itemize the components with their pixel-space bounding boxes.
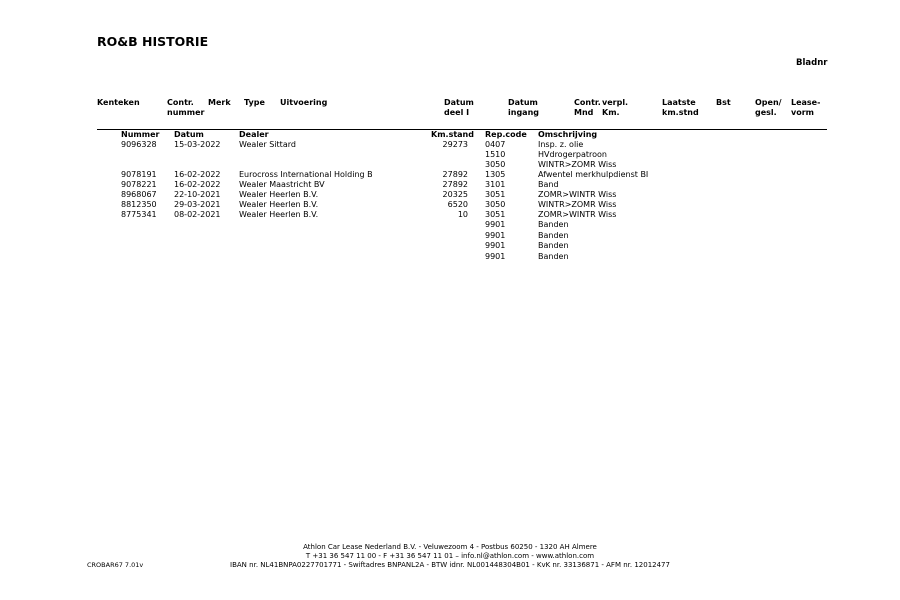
table-row [0, 180, 900, 190]
header-type: Type [244, 98, 265, 107]
cell-dealer: Wealer Heerlen B.V. [239, 200, 319, 209]
header-datum-ingang: Datum ingang [508, 98, 539, 117]
header-contr-mnd: Contr. Mnd [574, 98, 601, 117]
header-lease-vorm: Lease- vorm [791, 98, 821, 117]
header-laatste-kmstnd: Laatste km.stnd [662, 98, 699, 117]
header-bst: Bst [716, 98, 731, 107]
cell-kmstand: 10 [457, 210, 468, 219]
cell-kmstand: 6520 [447, 200, 468, 209]
table-row [0, 190, 900, 200]
cell-kmstand: 27892 [442, 170, 468, 179]
table-row [0, 220, 900, 230]
cell-repcode: 9901 [485, 231, 506, 240]
cell-omschrijving: Insp. z. olie [538, 140, 584, 149]
subheader-datum: Datum [174, 130, 204, 139]
cell-kmstand: 29273 [442, 140, 468, 149]
cell-omschrijving: Banden [538, 241, 569, 250]
cell-repcode: 3051 [485, 210, 506, 219]
cell-kmstand: 27892 [442, 180, 468, 189]
header-open-gesl: Open/ gesl. [755, 98, 782, 117]
cell-omschrijving: Afwentel merkhulpdienst BI [538, 170, 649, 179]
header-kenteken: Kenteken [97, 98, 140, 107]
cell-omschrijving: Banden [538, 220, 569, 229]
cell-dealer: Eurocross International Holding B [239, 170, 373, 179]
header-datum-deel1: Datum deel I [444, 98, 474, 117]
subheader-kmstand: Km.stand [431, 130, 474, 139]
table-row [0, 150, 900, 160]
cell-dealer: Wealer Heerlen B.V. [239, 210, 319, 219]
cell-datum: 22-10-2021 [174, 190, 221, 199]
table-row [0, 200, 900, 210]
cell-repcode: 0407 [485, 140, 506, 149]
table-row [0, 210, 900, 220]
page-title: RO&B HISTORIE [97, 34, 209, 49]
footer-registration: IBAN nr. NL41BNPA0227701771 - Swiftadres BNPANL2A - BTW idnr. NL001448304B01 - KvK nr. 33136871 - AFM nr. 12012477 [230, 561, 670, 569]
cell-repcode: 3101 [485, 180, 506, 189]
subheader-nummer: Nummer [121, 130, 160, 139]
table-row [0, 170, 900, 180]
cell-omschrijving: ZOMR>WINTR Wiss [538, 210, 617, 219]
table-row [0, 241, 900, 251]
cell-datum: 15-03-2022 [174, 140, 221, 149]
cell-repcode: 3050 [485, 160, 506, 169]
header-merk: Merk [208, 98, 231, 107]
cell-omschrijving: Banden [538, 252, 569, 261]
header-uitvoering: Uitvoering [280, 98, 328, 107]
footer-contact: T +31 36 547 11 00 - F +31 36 547 11 01 – info.nl@athlon.com - www.athlon.com [305, 552, 595, 560]
cell-repcode: 9901 [485, 220, 506, 229]
cell-omschrijving: HVdrogerpatroon [538, 150, 607, 159]
cell-nummer: 8775341 [121, 210, 157, 219]
cell-omschrijving: WINTR>ZOMR Wiss [538, 200, 617, 209]
cell-datum: 29-03-2021 [174, 200, 221, 209]
cell-repcode: 1305 [485, 170, 506, 179]
subheader-repcode: Rep.code [485, 130, 527, 139]
page-number-label: Bladnr [796, 58, 828, 68]
cell-datum: 16-02-2022 [174, 180, 221, 189]
cell-dealer: Wealer Maastricht BV [239, 180, 325, 189]
table-row [0, 252, 900, 262]
cell-dealer: Wealer Sittard [239, 140, 296, 149]
cell-nummer: 8812350 [121, 200, 157, 209]
cell-omschrijving: ZOMR>WINTR Wiss [538, 190, 617, 199]
cell-omschrijving: WINTR>ZOMR Wiss [538, 160, 617, 169]
cell-kmstand: 20325 [442, 190, 468, 199]
footer-address: Athlon Car Lease Nederland B.V. - Veluwezoom 4 - Postbus 60250 - 1320 AH Almere [303, 543, 597, 551]
table-row [0, 140, 900, 150]
cell-datum: 16-02-2022 [174, 170, 221, 179]
cell-nummer: 9078221 [121, 180, 157, 189]
cell-repcode: 3051 [485, 190, 506, 199]
cell-repcode: 1510 [485, 150, 506, 159]
table-row [0, 160, 900, 170]
header-contr-nummer: Contr. nummer [167, 98, 205, 117]
cell-dealer: Wealer Heerlen B.V. [239, 190, 319, 199]
cell-repcode: 9901 [485, 241, 506, 250]
form-code: CROBAR67 7.01v [87, 561, 144, 569]
table-row [0, 231, 900, 241]
header-verpl-km: verpl. Km. [602, 98, 629, 117]
cell-omschrijving: Band [538, 180, 559, 189]
subheader-dealer: Dealer [239, 130, 269, 139]
cell-repcode: 3050 [485, 200, 506, 209]
cell-nummer: 9096328 [121, 140, 157, 149]
cell-nummer: 8968067 [121, 190, 157, 199]
cell-repcode: 9901 [485, 252, 506, 261]
cell-nummer: 9078191 [121, 170, 157, 179]
cell-datum: 08-02-2021 [174, 210, 221, 219]
cell-omschrijving: Banden [538, 231, 569, 240]
subheader-omschrijving: Omschrijving [538, 130, 598, 139]
